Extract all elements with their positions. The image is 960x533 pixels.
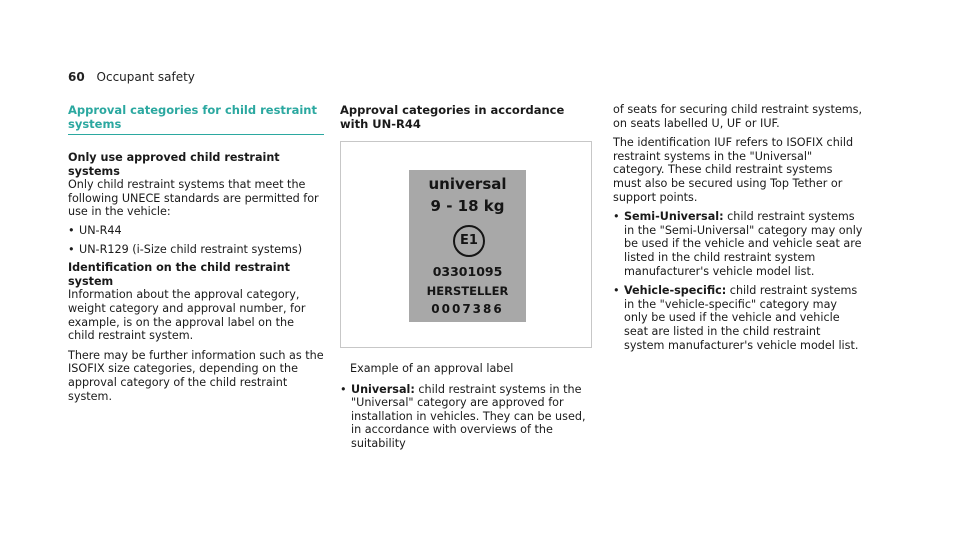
section-heading: Approval categories for child restraint systems (68, 103, 324, 135)
paragraph-identification: Information about the approval category, weight category and approval number, for example, is on the approval label on the child restraint system. (68, 288, 306, 343)
approval-label-figure (340, 141, 592, 348)
subheading-identification: Identification on the child restraint system (68, 261, 290, 288)
term-universal: Universal: (351, 382, 415, 396)
paragraph-standards: Only child restraint systems that meet the following UNECE standards are permitted for use in the vehicle: (68, 178, 319, 219)
label-approval-number: 03301095 (432, 264, 503, 279)
page-number: 60 (68, 70, 85, 84)
list-item-universal (340, 383, 596, 451)
category-list-continued (613, 210, 863, 352)
term-semi-universal: Semi-Universal: (624, 210, 724, 224)
category-list (340, 383, 596, 451)
list-item-vehicle-specific (613, 284, 863, 352)
label-universal: universal (428, 175, 507, 193)
approval-label-image (409, 170, 526, 322)
list-item-semi-universal (613, 210, 863, 278)
paragraph-isofix: There may be further information such as the ISOFIX size categories, depending on the approval category of the child restraint system. (68, 348, 324, 403)
standards-list (68, 224, 324, 256)
section-title: Occupant safety (96, 70, 195, 84)
paragraph-continued: of seats for securing child restraint systems, on seats labelled U, UF or IUF. (613, 103, 863, 130)
column-3 (613, 103, 863, 358)
label-weight: 9 - 18 kg (430, 197, 505, 215)
desc-vehicle-specific: child restraint systems in the "vehicle-specific" category may only be used if the vehicle and vehicle seat are listed in the child restraint system manufacturer's vehicle model list. (624, 284, 859, 352)
term-vehicle-specific: Vehicle-specific: (624, 284, 727, 298)
label-manufacturer: HERSTELLER (426, 284, 509, 298)
paragraph-iuf: The identification IUF refers to ISOFIX child restraint systems in the "Universal" category. These child restraint systems must also be secured using Top Tether or support points. (613, 136, 854, 204)
column-2 (340, 103, 596, 451)
list-item: • UN-R44 (68, 224, 324, 238)
subheading-un-r44: Approval categories in accordance with UN-R44 (340, 103, 565, 131)
list-item: • UN-R129 (i-Size child restraint systems) (68, 243, 324, 257)
desc-universal: child restraint systems in the "Universal" category are approved for installation in vehicles. They can be used, in accordance with overviews of the suitability (351, 382, 586, 450)
figure-caption: Example of an approval label (350, 362, 514, 375)
column-1 (68, 103, 324, 403)
desc-semi-universal: child restraint systems in the "Semi-Universal" category may only be used if the vehicle and vehicle seat are listed in the child restraint system manufacturer's vehicle model list. (624, 210, 863, 278)
label-serial: 0007386 (431, 302, 504, 316)
subheading-approved: Only use approved child restraint systems (68, 151, 280, 178)
page-header (68, 70, 195, 84)
e-mark-icon: E1 (453, 225, 485, 257)
